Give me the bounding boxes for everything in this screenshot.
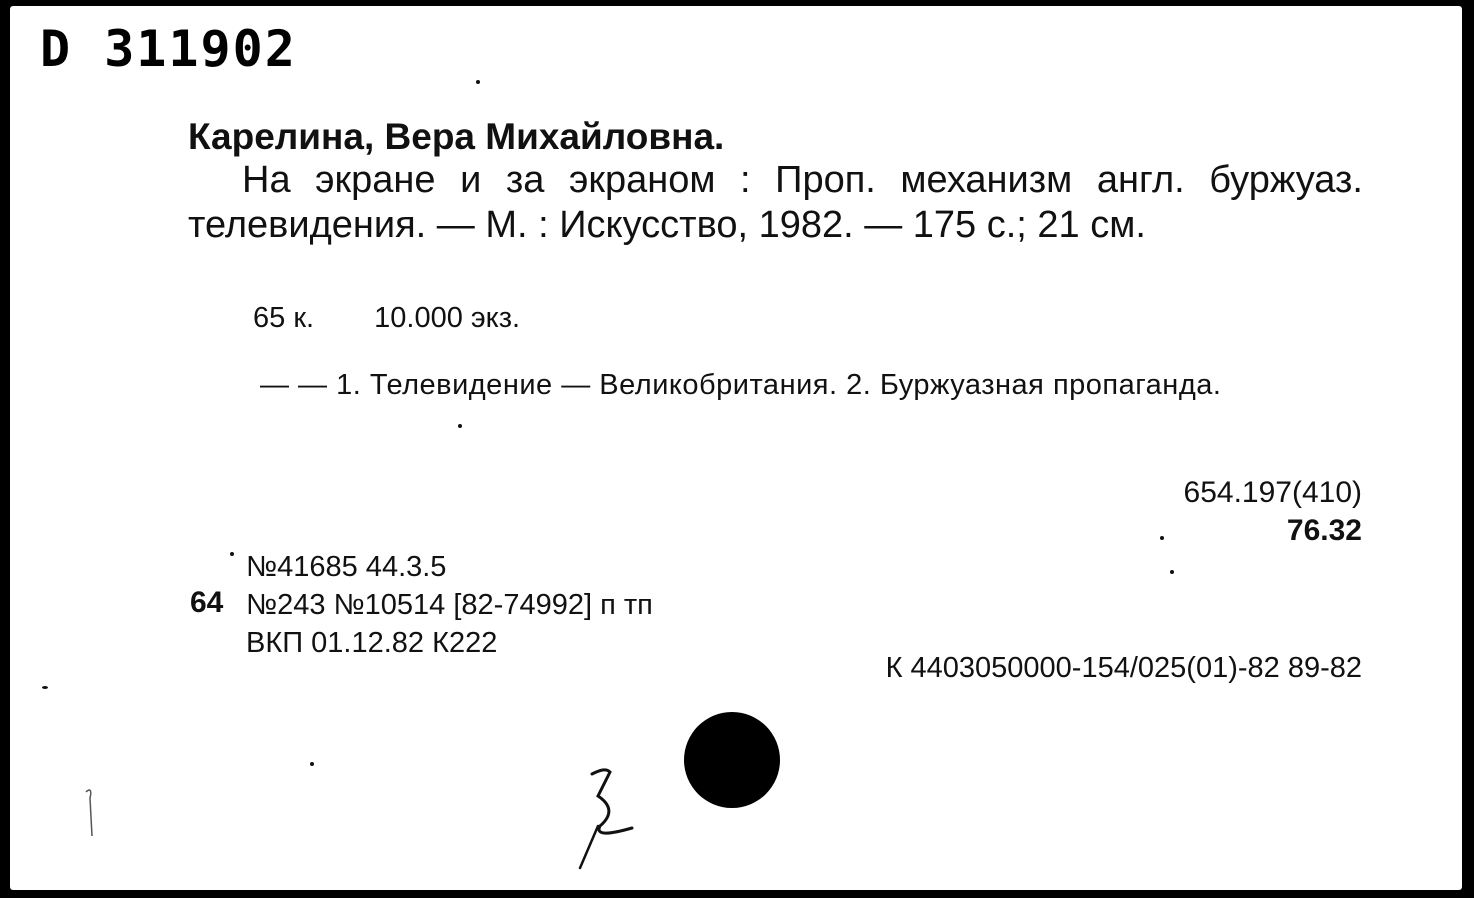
pub-line: №41685 44.3.5 bbox=[246, 551, 447, 583]
author-heading: Карелина, Вера Михайловна. bbox=[188, 116, 725, 157]
handwritten-inventory-number: D 311902 bbox=[40, 20, 297, 78]
pub-line: №243 №10514 [82-74992] п тп bbox=[246, 589, 653, 621]
title-description: На экране и за экраном : Проп. механизм англ. буржуаз. телевидения. — М. : Искусство, 1982. — 175 с.; 21 см. bbox=[188, 159, 1363, 246]
price: 65 к. bbox=[253, 302, 315, 334]
udc-index: 654.197(410) bbox=[1183, 476, 1362, 509]
publication-info bbox=[246, 548, 653, 662]
punch-hole bbox=[684, 712, 780, 808]
bbk-index: 76.32 bbox=[1286, 514, 1362, 547]
speck bbox=[1170, 570, 1174, 574]
print-run: 10.000 экз. bbox=[374, 302, 521, 334]
subject-headings: — — 1. Телевидение — Великобритания. 2. Буржуазная пропаганда. bbox=[260, 369, 1222, 401]
pencil-mark bbox=[80, 784, 100, 844]
speck bbox=[458, 424, 462, 428]
speck bbox=[230, 552, 234, 556]
card-number: 64 bbox=[190, 586, 224, 619]
handwritten-mark bbox=[570, 766, 650, 876]
imprint-code: К 4403050000-154/025(01)-82 89-82 bbox=[885, 652, 1362, 684]
speck bbox=[476, 80, 480, 84]
speck bbox=[1160, 536, 1164, 540]
price-and-print-run bbox=[253, 302, 572, 335]
catalog-card bbox=[10, 6, 1462, 890]
pub-line: ВКП 01.12.82 К222 bbox=[246, 627, 498, 659]
speck bbox=[310, 762, 314, 766]
speck bbox=[42, 686, 48, 689]
